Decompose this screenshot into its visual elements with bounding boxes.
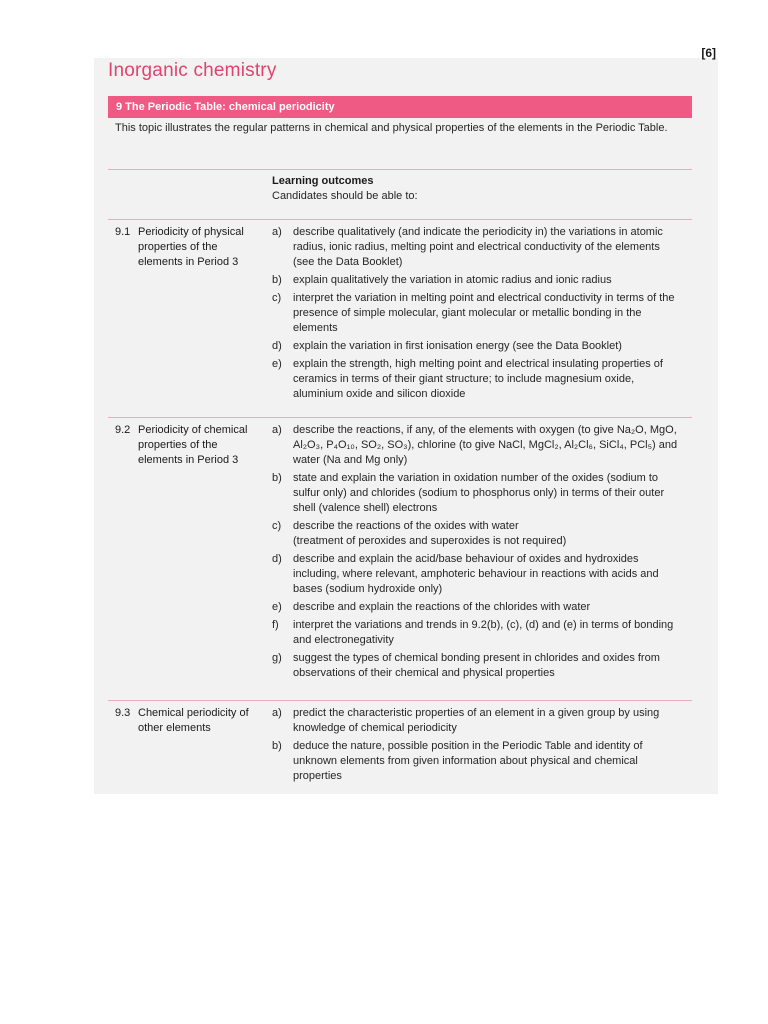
outcome-item [272,600,684,615]
outcome-marker: b) [272,274,282,286]
outcome-item [272,552,684,597]
divider [108,169,692,170]
section-9-2-outcomes [272,423,684,684]
outcome-text: state and explain the variation in oxidation number of the oxides (sodium to sulfur only) and chlorides (sodium to phosphorus only) in terms of their outer shell (valence shell) electrons [293,472,665,514]
divider [108,219,692,220]
outcome-item [272,357,684,402]
outcome-item [272,225,684,270]
outcome-marker: c) [272,520,282,532]
section-9-2-title [115,423,265,468]
learning-outcomes-title: Learning outcomes [272,175,374,187]
outcome-text: describe the reactions of the oxides with water [293,520,519,532]
outcome-marker: d) [272,553,282,565]
section-number: 9.2 [115,424,131,436]
outcome-text: deduce the nature, possible position in the Periodic Table and identity of unknown elements from given information about physical and chemical properties [293,740,643,782]
outcome-text: suggest the types of chemical bonding present in chlorides and oxides from observations of their chemical and physical properties [293,652,660,679]
page-number: [6] [701,46,716,60]
section-number: 9.3 [115,707,131,719]
outcome-item [272,618,684,648]
section-name: Periodicity of physical properties of the elements in Period 3 [138,226,244,268]
outcome-marker: g) [272,652,282,664]
section-9-3-title [115,706,265,736]
outcome-item [272,273,684,288]
topic-header-bar: 9 The Periodic Table: chemical periodicity [108,96,692,118]
outcome-item [272,423,684,468]
outcome-marker: f) [272,619,279,631]
outcome-item [272,651,684,681]
outcome-text: describe and explain the reactions of the chlorides with water [293,601,591,613]
outcome-text: describe the reactions, if any, of the elements with oxygen (to give Na₂O, MgO, Al₂O₃, P₄O₁₀, SO₂, SO₃), chlorine (to give NaCl, MgCl₂, Al₂Cl₆, SiCl₄, PCl₅) and water (Na and Mg only) [293,424,678,466]
section-9-3-outcomes [272,706,684,787]
outcome-item [272,339,684,354]
outcome-marker: d) [272,340,282,352]
learning-outcomes-subtitle: Candidates should be able to: [272,190,418,202]
outcome-item [272,471,684,516]
outcome-marker: b) [272,472,282,484]
outcome-text: predict the characteristic properties of an element in a given group by using knowledge of chemical periodicity [293,707,660,734]
outcome-marker: a) [272,707,282,719]
outcome-marker: e) [272,358,282,370]
section-9-1-outcomes [272,225,684,405]
outcome-marker: c) [272,292,282,304]
outcome-marker: a) [272,226,282,238]
outcome-item [272,519,684,549]
outcome-note: (treatment of peroxides and superoxides is not required) [293,535,567,547]
outcome-item [272,739,684,784]
section-9-1-title [115,225,265,270]
divider [108,417,692,418]
page-title: Inorganic chemistry [108,60,277,81]
outcome-item [272,291,684,336]
learning-outcomes-header [272,174,418,204]
divider [108,700,692,701]
outcome-text: explain qualitatively the variation in atomic radius and ionic radius [293,274,612,286]
section-name: Periodicity of chemical properties of the elements in Period 3 [138,424,248,466]
outcome-item [272,706,684,736]
outcome-text: explain the variation in first ionisation energy (see the Data Booklet) [293,340,622,352]
outcome-text: interpret the variation in melting point and electrical conductivity in terms of the presence of simple molecular, giant molecular or metallic bonding in the elements [293,292,675,334]
outcome-text: explain the strength, high melting point and electrical insulating properties of ceramics in terms of their giant structure; to include magnesium oxide, aluminium oxide and silicon dioxide [293,358,663,400]
section-name: Chemical periodicity of other elements [138,707,249,734]
outcome-text: describe and explain the acid/base behaviour of oxides and hydroxides including, where relevant, amphoteric behaviour in reactions with acids and bases (sodium hydroxide only) [293,553,659,595]
outcome-text: interpret the variations and trends in 9.2(b), (c), (d) and (e) in terms of bonding and electronegativity [293,619,674,646]
outcome-text: describe qualitatively (and indicate the periodicity in) the variations in atomic radius, ionic radius, melting point and electrical conductivity of the elements (see the Data Booklet) [293,226,663,268]
outcome-marker: e) [272,601,282,613]
topic-intro: This topic illustrates the regular patterns in chemical and physical properties of the elements in the Periodic Table. [115,122,668,134]
outcome-marker: b) [272,740,282,752]
outcome-marker: a) [272,424,282,436]
section-number: 9.1 [115,226,131,238]
